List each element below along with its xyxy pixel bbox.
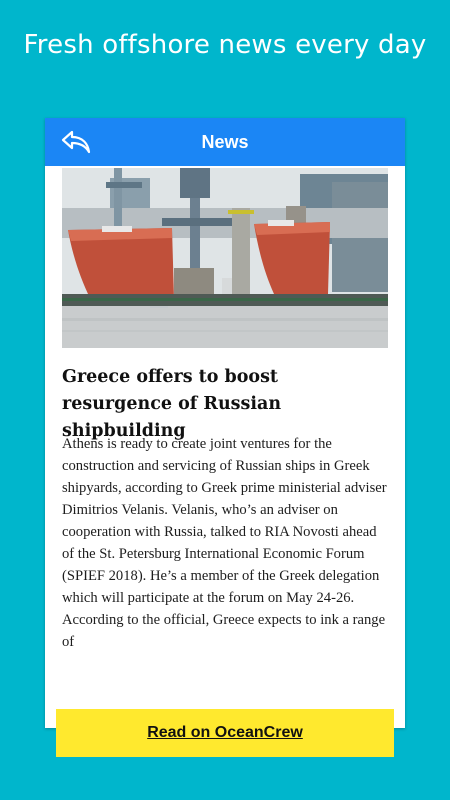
promo-heading: Fresh offshore news every day xyxy=(23,30,427,60)
app-bar xyxy=(45,118,405,166)
article-content[interactable] xyxy=(45,166,405,741)
read-on-oceancrew-button[interactable] xyxy=(56,709,394,757)
article-image xyxy=(62,168,388,348)
app-title: News xyxy=(201,132,249,152)
back-button[interactable] xyxy=(59,127,93,157)
phone-screen xyxy=(45,118,405,741)
reply-arrow-icon xyxy=(60,129,92,155)
article-body: Athens is ready to create joint ventures for the construction and servicing of Russian ships in Greek shipyards, according to Greek prime ministerial adviser Dimitrios Velanis. Velanis, who’s an adviser on cooperation with Russia, talked to RIA Novosti ahead of the St. Petersburg International Economic Forum (SPIEF 2018). He’s a member of the Greek delegation which will participate at the forum on May 24-26. According to the official, Greece expects to ink a range of xyxy=(62,436,387,650)
ships-in-shipyard-photo xyxy=(62,168,388,348)
read-button-label: Read on OceanCrew xyxy=(147,724,303,741)
article-title: Greece offers to boost resurgence of Russian shipbuilding xyxy=(62,367,282,441)
